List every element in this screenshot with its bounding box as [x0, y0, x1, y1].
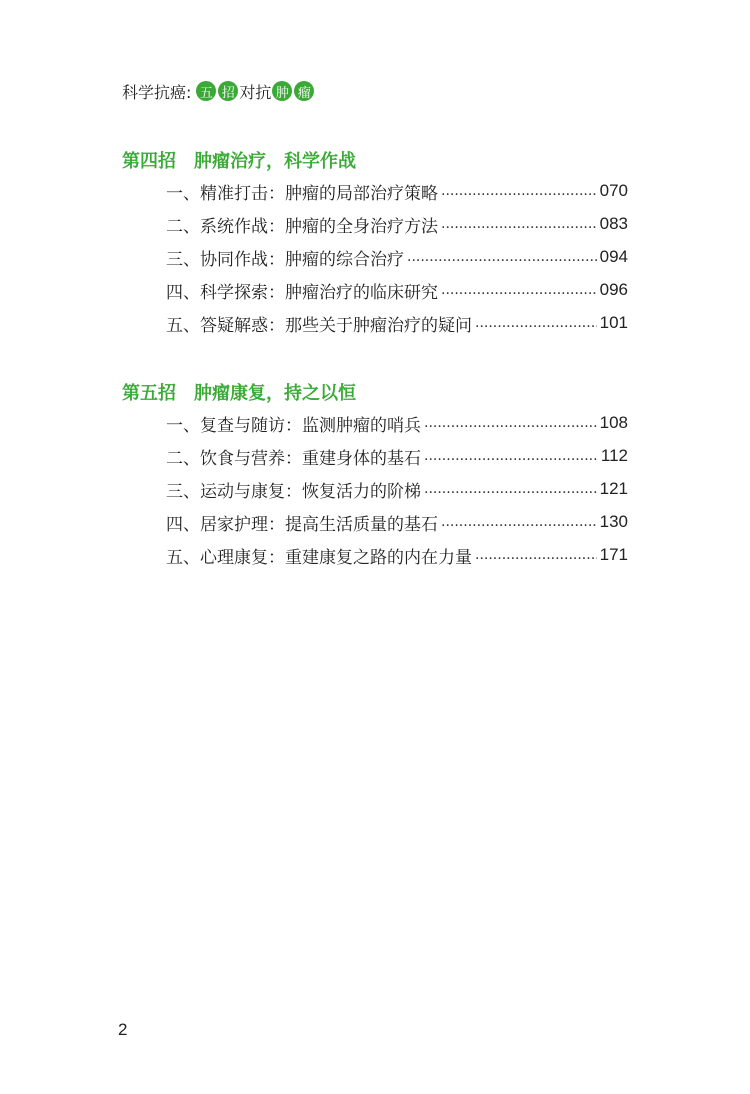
section-number: 第四招: [122, 151, 176, 172]
section-title-5: [122, 379, 356, 405]
dot-leader: [424, 442, 598, 470]
toc-entry-page: 096: [599, 280, 628, 299]
toc-entry[interactable]: [166, 210, 628, 238]
toc-entry-page: 130: [599, 512, 628, 531]
dot-leader: [441, 177, 597, 205]
toc-entry-page: 101: [599, 313, 628, 332]
toc-entry[interactable]: [166, 243, 628, 271]
section-title-4: [122, 147, 356, 173]
header-circle-char-3: 肿: [272, 81, 292, 101]
header-circle-char-2: 招: [218, 81, 238, 101]
toc-entry-page: 171: [599, 545, 628, 564]
toc-entry-label: 五、心理康复：重建康复之路的内在力量: [166, 547, 472, 568]
toc-entry-page: 112: [600, 446, 628, 465]
toc-entry[interactable]: [166, 177, 628, 205]
toc-entry-label: 五、答疑解惑：那些关于肿瘤治疗的疑问: [166, 315, 472, 336]
toc-entry-label: 一、复查与随访：监测肿瘤的哨兵: [166, 415, 421, 436]
toc-entry-label: 二、饮食与营养：重建身体的基石: [166, 448, 421, 469]
page-number: 2: [118, 1020, 128, 1039]
dot-leader: [475, 541, 597, 569]
toc-entry[interactable]: [166, 442, 628, 470]
toc-entry[interactable]: [166, 508, 628, 536]
dot-leader: [441, 210, 597, 238]
toc-entry[interactable]: [166, 541, 628, 569]
header-circle-char-4: 瘤: [294, 81, 314, 101]
dot-leader: [441, 276, 597, 304]
toc-entry-label: 一、精准打击：肿瘤的局部治疗策略: [166, 183, 438, 204]
running-header: [122, 78, 315, 104]
section-number: 第五招: [122, 383, 176, 404]
header-circle-char-1: 五: [196, 81, 216, 101]
toc-entry[interactable]: [166, 475, 628, 503]
dot-leader: [475, 309, 597, 337]
toc-entry-page: 070: [599, 181, 628, 200]
toc-entry-label: 二、系统作战：肿瘤的全身治疗方法: [166, 216, 438, 237]
toc-entry-label: 四、科学探索：肿瘤治疗的临床研究: [166, 282, 438, 303]
toc-entry-label: 四、居家护理：提高生活质量的基石: [166, 514, 438, 535]
header-middle: 对抗: [239, 82, 272, 102]
dot-leader: [424, 409, 597, 437]
toc-entry[interactable]: [166, 276, 628, 304]
toc-entry-page: 121: [599, 479, 628, 498]
toc-entry-page: 108: [599, 413, 628, 432]
toc-entry-page: 083: [599, 214, 628, 233]
section-heading: 肿瘤康复，持之以恒: [194, 383, 356, 404]
toc-entry[interactable]: [166, 309, 628, 337]
toc-entry-label: 三、协同作战：肿瘤的综合治疗: [166, 249, 404, 270]
section-heading: 肿瘤治疗，科学作战: [194, 151, 356, 172]
dot-leader: [441, 508, 597, 536]
dot-leader: [424, 475, 597, 503]
toc-entry-page: 094: [599, 247, 628, 266]
toc-entry-label: 三、运动与康复：恢复活力的阶梯: [166, 481, 421, 502]
toc-entry[interactable]: [166, 409, 628, 437]
dot-leader: [407, 243, 597, 271]
header-prefix: 科学抗癌:: [122, 82, 192, 102]
